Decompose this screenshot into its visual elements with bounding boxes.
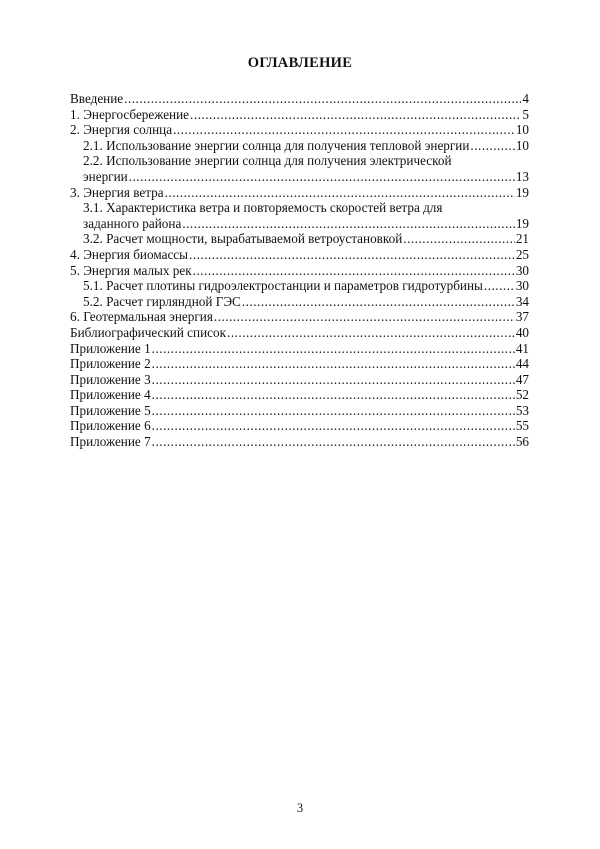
toc-entry-appendix-7[interactable]	[70, 434, 529, 450]
toc-page-number: 13	[515, 168, 529, 184]
toc-entry-title: Библиографический список	[70, 324, 227, 340]
toc-entry-title: заданного района	[83, 215, 182, 231]
toc-entry-garland-hydro-calc[interactable]	[70, 294, 529, 310]
toc-entry-title: 2. Энергия солнца	[70, 122, 173, 138]
toc-leader-dots	[193, 263, 515, 279]
toc-entry-title: 5.2. Расчет гирляндной ГЭС	[83, 293, 241, 309]
toc-entry-solar-electric[interactable]	[70, 153, 529, 184]
toc-leader-dots	[190, 107, 521, 123]
toc-entry-title: 3. Энергия ветра	[70, 184, 164, 200]
toc-page-number: 10	[515, 137, 529, 153]
toc-entry-title: Введение	[70, 91, 124, 106]
toc-leader-dots	[152, 434, 515, 450]
toc-entry-title: Приложение 5	[70, 402, 151, 418]
toc-entry-small-rivers-energy[interactable]	[70, 263, 529, 279]
toc-page-number: 19	[515, 215, 529, 231]
toc-entry-title: Приложение 2	[70, 356, 151, 372]
toc-page-number: 37	[515, 309, 529, 325]
toc-entry-title-line1: 2.2. Использование энергии солнца для получения электрической	[83, 153, 452, 169]
toc-leader-dots	[165, 185, 515, 201]
toc-leader-dots	[152, 387, 515, 403]
toc-entry-appendix-5[interactable]	[70, 403, 529, 419]
toc-entry-title: Приложение 6	[70, 418, 151, 434]
toc-page-number: 4	[522, 91, 529, 106]
toc-leader-dots	[173, 122, 515, 138]
toc-entry-title: энергии	[83, 168, 128, 184]
toc-leader-dots	[152, 372, 515, 388]
toc-page-number: 5	[522, 106, 529, 122]
toc-entry-wind-power-calc[interactable]	[70, 231, 529, 247]
page-footer-number: 3	[296, 801, 304, 815]
toc-leader-dots	[152, 418, 515, 434]
toc-entry-title: Приложение 4	[70, 387, 151, 403]
toc-leader-dots	[214, 309, 515, 325]
toc-leader-dots	[129, 169, 515, 185]
toc-page-number: 56	[515, 434, 529, 450]
toc-entry-biomass-energy[interactable]	[70, 247, 529, 263]
toc-entry-title: 2.1. Использование энергии солнца для получения тепловой энергии	[83, 137, 470, 153]
toc-entry-appendix-2[interactable]	[70, 356, 529, 372]
toc-leader-dots	[403, 231, 515, 247]
toc-entry-appendix-3[interactable]	[70, 372, 529, 388]
toc-page-number: 25	[515, 246, 529, 262]
toc-entry-bibliography[interactable]	[70, 325, 529, 341]
toc-page-number: 52	[515, 387, 529, 403]
toc-entry-solar-thermal[interactable]	[70, 138, 529, 154]
toc-leader-dots	[470, 138, 514, 154]
toc-entry-solar-energy[interactable]	[70, 122, 529, 138]
toc-leader-dots	[124, 91, 521, 107]
toc-entry-title: 5. Энергия малых рек	[70, 262, 192, 278]
page-title: ОГЛАВЛЕНИЕ	[247, 55, 353, 71]
toc-leader-dots	[152, 356, 515, 372]
toc-entry-energy-saving[interactable]	[70, 107, 529, 123]
toc-entry-title: Приложение 1	[70, 340, 151, 356]
toc-page-number: 40	[515, 324, 529, 340]
toc-entry-appendix-1[interactable]	[70, 341, 529, 357]
toc-entry-appendix-6[interactable]	[70, 418, 529, 434]
toc-entry-title: 3.2. Расчет мощности, вырабатываемой ветроустановкой	[83, 231, 403, 247]
toc-leader-dots	[152, 403, 515, 419]
toc-entry-title: 5.1. Расчет плотины гидроэлектростанции и параметров гидротурбины	[83, 278, 483, 294]
toc-leader-dots	[189, 247, 515, 263]
toc-page-number: 21	[515, 231, 529, 247]
toc-entry-title-line1: 3.1. Характеристика ветра и повторяемость скоростей ветра для	[83, 200, 443, 216]
toc-page-number: 30	[515, 262, 529, 278]
toc-leader-dots	[152, 341, 515, 357]
toc-entry-title: 1. Энергосбережение	[70, 106, 190, 122]
toc-entry-wind-characteristics[interactable]	[70, 200, 529, 231]
toc-page-number: 55	[515, 418, 529, 434]
toc-entry-wind-energy[interactable]	[70, 185, 529, 201]
toc-page-number: 41	[515, 340, 529, 356]
toc-leader-dots	[182, 216, 514, 232]
toc-page-number: 47	[515, 371, 529, 387]
toc-leader-dots	[242, 294, 515, 310]
toc-page-number: 19	[515, 184, 529, 200]
toc-entry-title: 6. Геотермальная энергия	[70, 309, 213, 325]
toc-entry-appendix-4[interactable]	[70, 387, 529, 403]
toc-page-number: 10	[515, 122, 529, 138]
toc-entry-geothermal-energy[interactable]	[70, 309, 529, 325]
toc-page-number: 44	[515, 356, 529, 372]
toc-entry-dam-calc[interactable]	[70, 278, 529, 294]
toc-entry-title: 4. Энергия биомассы	[70, 246, 189, 262]
toc-page-number: 34	[515, 293, 529, 309]
toc-page-number: 53	[515, 402, 529, 418]
table-of-contents	[70, 91, 529, 450]
toc-leader-dots	[227, 325, 515, 341]
toc-leader-dots	[484, 278, 515, 294]
toc-entry-introduction[interactable]	[70, 91, 529, 107]
toc-page-number: 30	[515, 278, 529, 294]
toc-entry-title: Приложение 7	[70, 434, 151, 450]
toc-entry-title: Приложение 3	[70, 371, 151, 387]
